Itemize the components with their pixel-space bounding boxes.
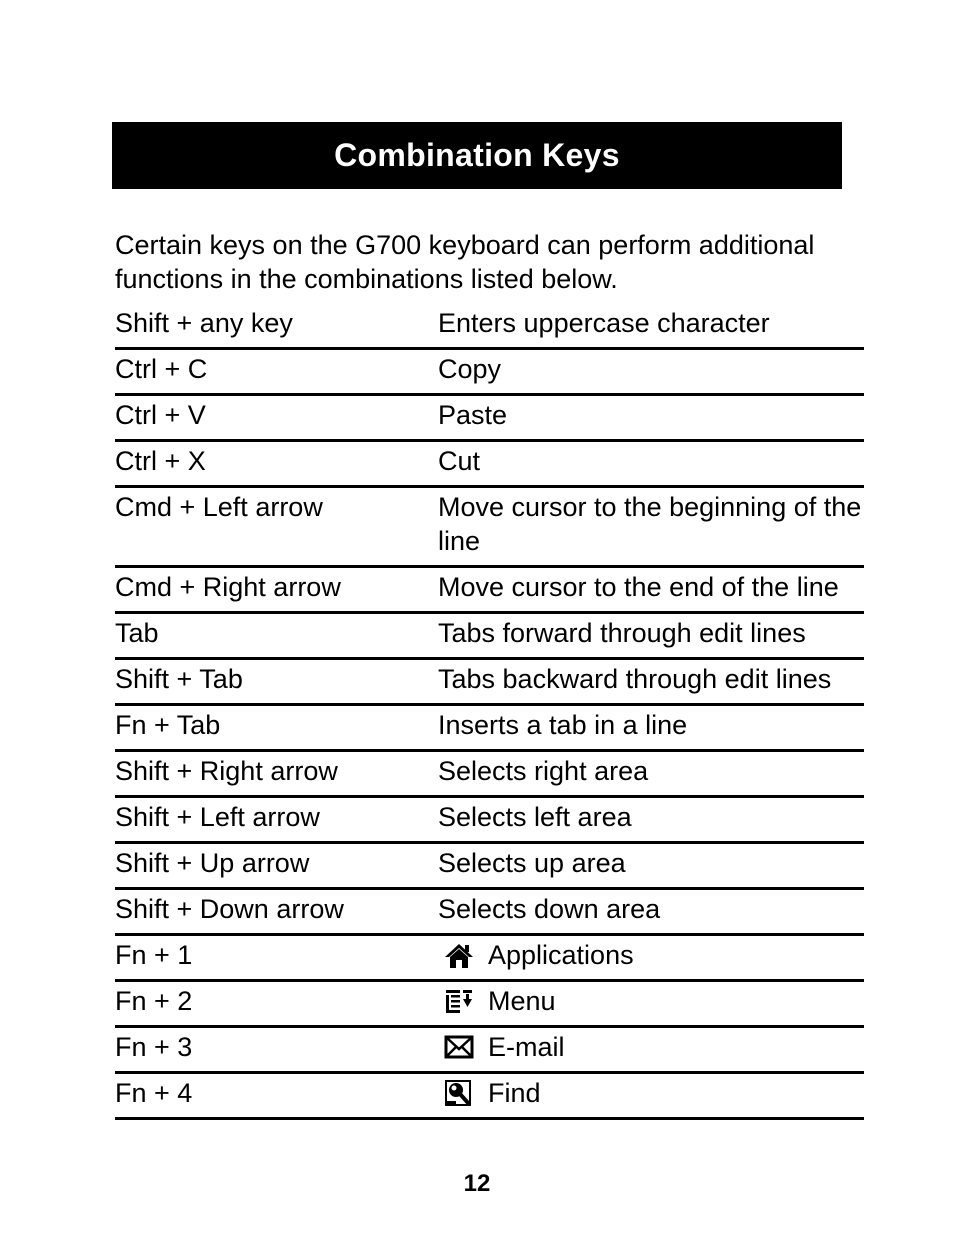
page-title: Combination Keys xyxy=(334,137,620,173)
key-combination: Fn + Tab xyxy=(115,710,221,740)
table-row xyxy=(115,890,864,936)
key-description xyxy=(438,706,864,742)
key-description xyxy=(438,488,864,558)
table-row xyxy=(115,1074,864,1120)
table-row xyxy=(115,752,864,798)
description-text: Cut xyxy=(438,446,481,476)
description-text: Paste xyxy=(438,400,508,430)
key-combination: Tab xyxy=(115,618,159,648)
description-text: E-mail xyxy=(488,1032,565,1062)
table-row xyxy=(115,350,864,396)
table-row xyxy=(115,1028,864,1074)
description-text: Selects down area xyxy=(438,894,661,924)
key-description xyxy=(438,798,864,834)
description-text: Copy xyxy=(438,354,502,384)
table-row xyxy=(115,706,864,752)
key-description xyxy=(438,568,864,604)
section-title-bar xyxy=(112,122,842,189)
key-combination: Ctrl + X xyxy=(115,446,206,476)
search-icon xyxy=(444,1079,474,1109)
description-text: Selects left area xyxy=(438,802,632,832)
key-combination: Shift + Tab xyxy=(115,664,243,694)
table-row xyxy=(115,304,864,350)
key-combination: Fn + 4 xyxy=(115,1078,193,1108)
table-row xyxy=(115,798,864,844)
description-text: Tabs forward through edit lines xyxy=(438,618,806,648)
key-combination: Cmd + Right arrow xyxy=(115,572,341,602)
key-description xyxy=(438,752,864,788)
key-combination: Shift + Right arrow xyxy=(115,756,338,786)
intro-paragraph: Certain keys on the G700 keyboard can perform additional functions in the combinations listed below. xyxy=(115,230,815,294)
key-combination: Shift + Down arrow xyxy=(115,894,344,924)
home-icon xyxy=(444,941,474,971)
table-row xyxy=(115,568,864,614)
key-combination: Shift + Up arrow xyxy=(115,848,310,878)
table-row xyxy=(115,396,864,442)
table-row xyxy=(115,488,864,568)
combination-keys-table xyxy=(115,304,864,1120)
key-description xyxy=(438,1074,864,1110)
description-text: Selects right area xyxy=(438,756,649,786)
key-description xyxy=(438,660,864,696)
key-description xyxy=(438,614,864,650)
envelope-icon xyxy=(444,1033,474,1063)
key-combination: Shift + any key xyxy=(115,308,293,338)
menu-icon xyxy=(444,987,474,1017)
key-description xyxy=(438,982,864,1018)
key-combination: Cmd + Left arrow xyxy=(115,492,323,522)
table-row xyxy=(115,844,864,890)
description-text: Move cursor to the beginning of the line xyxy=(438,492,862,556)
key-combination: Fn + 1 xyxy=(115,940,193,970)
key-combination: Fn + 3 xyxy=(115,1032,193,1062)
table-row xyxy=(115,442,864,488)
key-description xyxy=(438,304,864,340)
description-text: Selects up area xyxy=(438,848,626,878)
description-text: Move cursor to the end of the line xyxy=(438,572,839,602)
key-combination: Ctrl + V xyxy=(115,400,206,430)
key-combination: Fn + 2 xyxy=(115,986,193,1016)
description-text: Applications xyxy=(488,940,634,970)
description-text: Menu xyxy=(488,986,556,1016)
description-text: Inserts a tab in a line xyxy=(438,710,688,740)
key-combination: Shift + Left arrow xyxy=(115,802,320,832)
key-description xyxy=(438,396,864,432)
key-description xyxy=(438,890,864,926)
table-row xyxy=(115,982,864,1028)
key-description xyxy=(438,442,864,478)
key-description xyxy=(438,350,864,386)
description-text: Enters uppercase character xyxy=(438,308,770,338)
key-combination: Ctrl + C xyxy=(115,354,208,384)
description-text: Tabs backward through edit lines xyxy=(438,664,832,694)
table-row xyxy=(115,614,864,660)
key-description xyxy=(438,1028,864,1064)
table-row xyxy=(115,660,864,706)
key-description xyxy=(438,936,864,972)
page-number: 12 xyxy=(463,1170,491,1197)
description-text: Find xyxy=(488,1078,541,1108)
key-description xyxy=(438,844,864,880)
table-row xyxy=(115,936,864,982)
